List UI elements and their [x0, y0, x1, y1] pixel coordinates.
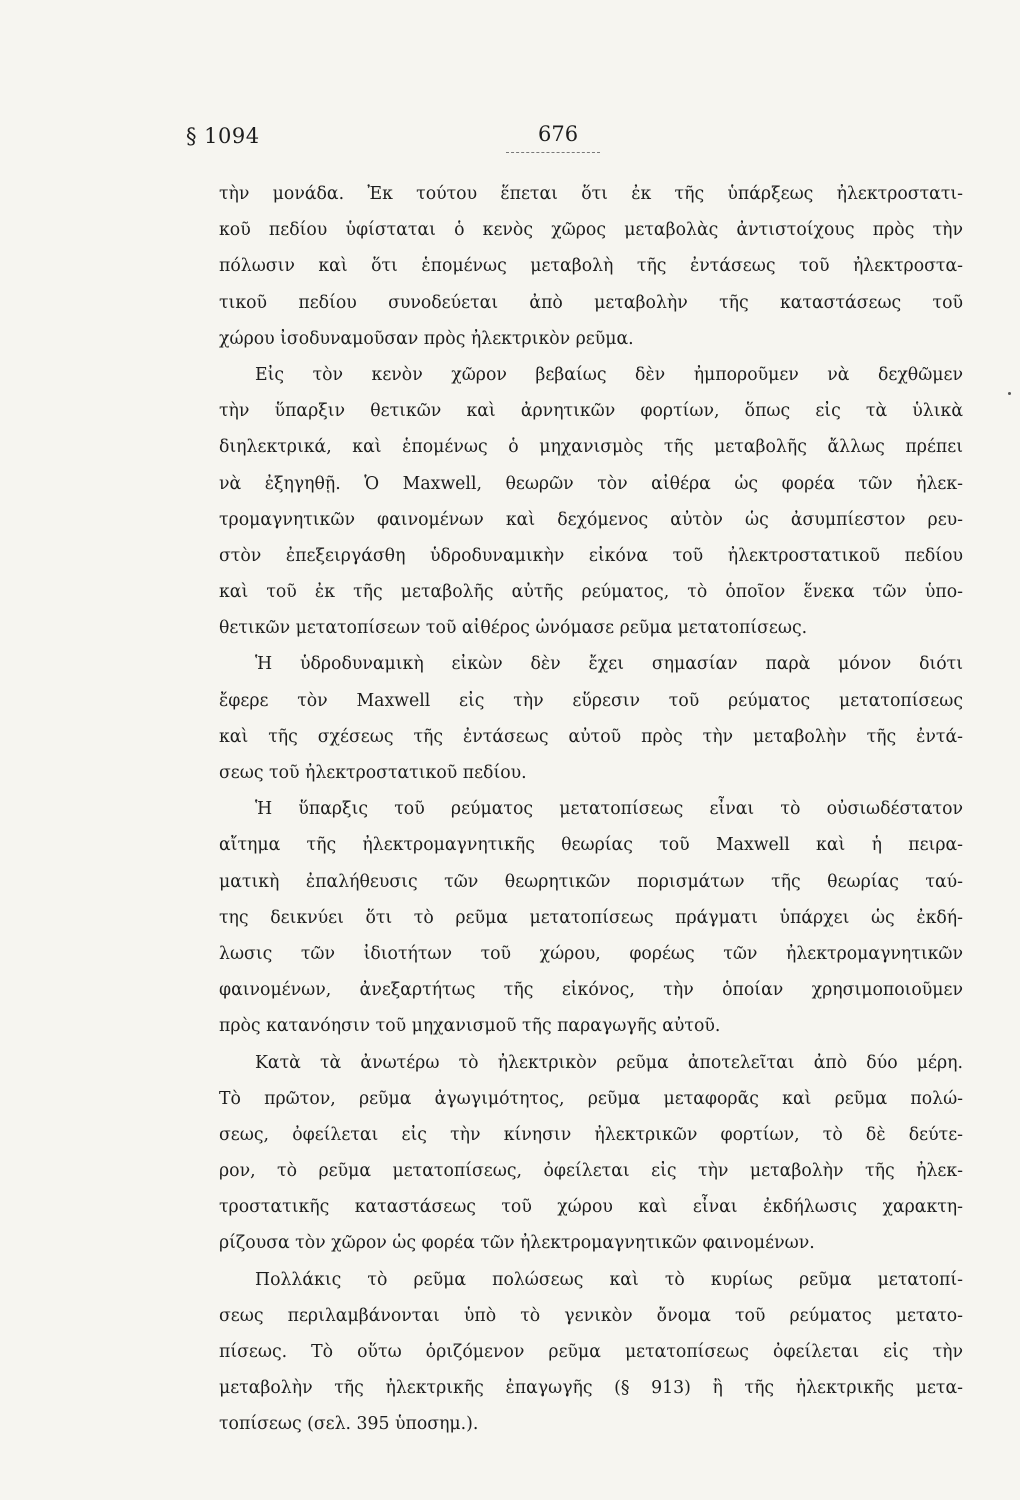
text-line: τροστατικῆς καταστάσεως τοῦ χώρου καὶ εἶναι ἐκδήλωσις χαρακτη-	[219, 1197, 963, 1218]
text-line: μεταβολὴν τῆς ἠλεκτρικῆς ἐπαγωγῆς (§ 913) ἢ τῆς ἠλεκτρικῆς μετα-	[219, 1378, 963, 1399]
text-line: πρὸς κατανόησιν τοῦ μηχανισμοῦ τῆς παραγωγῆς αὐτοῦ.	[219, 1016, 721, 1037]
paragraph	[219, 1045, 963, 1262]
text-line: νὰ ἐξηγηθῇ. Ὁ Maxwell, θεωρῶν τὸν αἰθέρα ὡς φορέα τῶν ἠλεκ-	[219, 473, 963, 494]
text-line: θετικῶν μετατοπίσεων τοῦ αἰθέρος ὠνόμασε ρεῦμα μετατοπίσεως.	[219, 618, 808, 639]
text-line: τικοῦ πεδίου συνοδεύεται ἀπὸ μεταβολὴν τῆς καταστάσεως τοῦ	[219, 292, 963, 313]
text-line: Πολλάκις τὸ ρεῦμα πολώσεως καὶ τὸ κυρίως ρεῦμα μετατοπί-	[255, 1269, 963, 1290]
text-line: της δεικνύει ὅτι τὸ ρεῦμα μετατοπίσεως πράγματι ὑπάρχει ὡς ἐκδή-	[219, 907, 963, 928]
paragraph	[219, 1262, 963, 1443]
text-line: χώρου ἰσοδυναμοῦσαν πρὸς ἠλεκτρικὸν ρεῦμα.	[219, 328, 634, 349]
text-line: στὸν ἐπεξειργάσθη ὑδροδυναμικὴν εἰκόνα τοῦ ἠλεκτροστατικοῦ πεδίου	[219, 545, 963, 566]
text-line: ἔφερε τὸν Maxwell εἰς τὴν εὕρεσιν τοῦ ρεύματος μετατοπίσεως	[219, 690, 963, 711]
text-line: ματικὴ ἐπαλήθευσις τῶν θεωρητικῶν πορισμάτων τῆς θεωρίας ταύ-	[219, 871, 963, 892]
text-line: τοπίσεως (σελ. 395 ὑποσημ.).	[219, 1414, 479, 1435]
text-line: σεως περιλαμβάνονται ὑπὸ τὸ γενικὸν ὄνομα τοῦ ρεύματος μετατο-	[219, 1305, 963, 1326]
body-text	[219, 176, 963, 1443]
text-line: Κατὰ τὰ ἀνωτέρω τὸ ἠλεκτρικὸν ρεῦμα ἀποτελεῖται ἀπὸ δύο μέρη.	[255, 1052, 963, 1073]
text-line: σεως, ὀφείλεται εἰς τὴν κίνησιν ἠλεκτρικῶν φορτίων, τὸ δὲ δεύτε-	[219, 1124, 963, 1145]
paragraph	[219, 176, 963, 357]
paragraph	[219, 357, 963, 647]
section-reference: § 1094	[186, 124, 260, 148]
margin-speck	[1008, 392, 1011, 395]
text-line: καὶ τῆς σχέσεως τῆς ἐντάσεως αὐτοῦ πρὸς τὴν μεταβολὴν τῆς ἐντά-	[219, 726, 963, 747]
text-line: Εἰς τὸν κενὸν χῶρον βεβαίως δὲν ἠμποροῦμεν νὰ δεχθῶμεν	[255, 364, 963, 385]
text-line: Τὸ πρῶτον, ρεῦμα ἀγωγιμότητος, ρεῦμα μεταφορᾶς καὶ ρεῦμα πολώ-	[219, 1088, 963, 1109]
text-line: τὴν ὕπαρξιν θετικῶν καὶ ἀρνητικῶν φορτίων, ὅπως εἰς τὰ ὑλικὰ	[219, 401, 963, 422]
text-line: φαινομένων, ἀνεξαρτήτως τῆς εἰκόνος, τὴν ὁποίαν χρησιμοποιοῦμεν	[219, 980, 963, 1001]
paragraph	[219, 791, 963, 1044]
page-number-underline	[506, 152, 600, 155]
text-line: διηλεκτρικά, καὶ ἑπομένως ὁ μηχανισμὸς τῆς μεταβολῆς ἄλλως πρέπει	[219, 437, 963, 458]
text-line: ρον, τὸ ρεῦμα μετατοπίσεως, ὀφείλεται εἰς τὴν μεταβολὴν τῆς ἠλεκ-	[219, 1161, 963, 1182]
text-line: πόλωσιν καὶ ὅτι ἑπομένως μεταβολὴ τῆς ἐντάσεως τοῦ ἠλεκτροστα-	[219, 256, 963, 277]
text-line: καὶ τοῦ ἐκ τῆς μεταβολῆς αὐτῆς ρεύματος, τὸ ὁποῖον ἕνεκα τῶν ὑπο-	[219, 582, 963, 603]
text-line: αἴτημα τῆς ἠλεκτρομαγνητικῆς θεωρίας τοῦ Maxwell καὶ ἡ πειρα-	[219, 835, 963, 856]
text-line: Ἡ ὕπαρξις τοῦ ρεύματος μετατοπίσεως εἶναι τὸ οὐσιωδέστατον	[255, 799, 963, 820]
text-line: τὴν μονάδα. Ἐκ τούτου ἕπεται ὅτι ἐκ τῆς ὑπάρξεως ἠλεκτροστατι-	[219, 184, 963, 204]
page-number: 676	[538, 122, 579, 146]
text-line: σεως τοῦ ἠλεκτροστατικοῦ πεδίου.	[219, 763, 527, 783]
text-line: κοῦ πεδίου ὑφίσταται ὁ κενὸς χῶρος μεταβολὰς ἀντιστοίχους πρὸς τὴν	[219, 220, 963, 241]
text-line: πίσεως. Τὸ οὕτω ὁριζόμενον ρεῦμα μετατοπίσεως ὀφείλεται εἰς τὴν	[219, 1342, 963, 1362]
text-line: λωσις τῶν ἰδιοτήτων τοῦ χώρου, φορέως τῶν ἠλεκτρομαγνητικῶν	[219, 943, 963, 964]
text-line: ρίζουσα τὸν χῶρον ὡς φορέα τῶν ἠλεκτρομαγνητικῶν φαινομένων.	[219, 1233, 815, 1254]
text-line: Ἡ ὑδροδυναμικὴ εἰκὼν δὲν ἔχει σημασίαν παρὰ μόνον διότι	[255, 654, 963, 675]
paragraph	[219, 646, 963, 791]
text-line: τρομαγνητικῶν φαινομένων καὶ δεχόμενος αὐτὸν ὡς ἀσυμπίεστον ρευ-	[219, 509, 963, 530]
